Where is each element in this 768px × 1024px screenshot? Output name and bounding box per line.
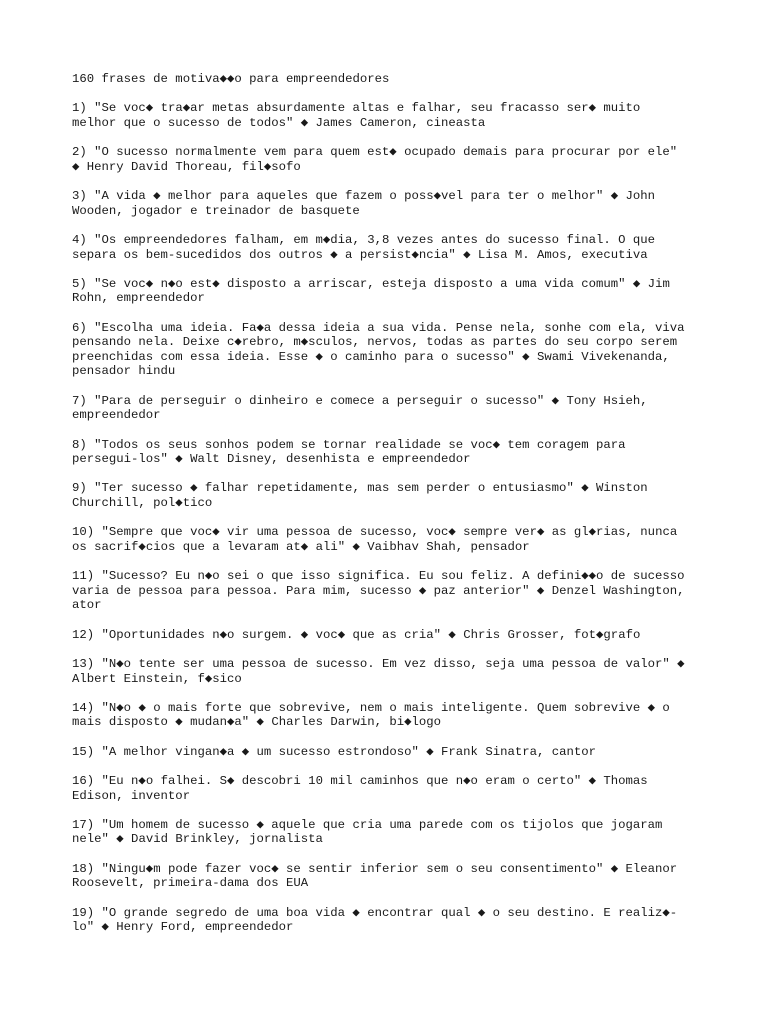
document-page: [72, 72, 712, 950]
quote-paragraph: [72, 481, 712, 510]
quote-paragraph: [72, 525, 712, 554]
quote-line: pensador hindu: [72, 364, 176, 379]
quote-line: 9) "Ter sucesso ◆ falhar repetidamente, mas sem perder o entusiasmo" ◆ Winston: [72, 481, 648, 496]
quote-line: lo" ◆ Henry Ford, empreendedor: [72, 920, 294, 935]
quote-line: 11) "Sucesso? Eu n◆o sei o que isso significa. Eu sou feliz. A defini◆◆o de sucesso: [72, 569, 685, 584]
quote-line: 13) "N◆o tente ser uma pessoa de sucesso. Em vez disso, seja uma pessoa de valor" ◆: [72, 656, 685, 671]
quote-line: 16) "Eu n◆o falhei. S◆ descobri 10 mil caminhos que n◆o eram o certo" ◆ Thomas: [72, 774, 648, 788]
quote-paragraph: [72, 701, 712, 730]
quote-line: 17) "Um homem de sucesso ◆ aquele que cria uma parede com os tijolos que jogaram: [72, 817, 663, 832]
quote-line: 3) "A vida ◆ melhor para aqueles que fazem o poss◆vel para ter o melhor" ◆ John: [72, 189, 656, 204]
quote-line: 7) "Para de perseguir o dinheiro e comece a perseguir o sucesso" ◆ Tony Hsieh,: [72, 393, 648, 408]
quote-line: Albert Einstein, f◆sico: [72, 671, 242, 686]
quote-line: ator: [72, 598, 102, 613]
quote-paragraph: [72, 438, 712, 467]
quote-paragraph: [72, 774, 712, 803]
quote-line: 12) "Oportunidades n◆o surgem. ◆ voc◆ que as cria" ◆ Chris Grosser, fot◆grafo: [72, 627, 641, 642]
quote-paragraph: [72, 906, 712, 935]
quote-line: os sacrif◆cios que a levaram at◆ ali" ◆ Vaibhav Shah, pensador: [72, 539, 530, 554]
quote-paragraph: [72, 101, 712, 130]
quote-line: empreendedor: [72, 408, 161, 423]
quote-line: 18) "Ningu◆m pode fazer voc◆ se sentir inferior sem o seu consentimento" ◆ Eleanor: [72, 861, 678, 876]
quote-line: Wooden, jogador e treinador de basquete: [72, 203, 360, 218]
quote-paragraph: [72, 233, 712, 262]
quote-paragraph: [72, 745, 712, 760]
quote-line: varia de pessoa para pessoa. Para mim, sucesso ◆ paz anterior" ◆ Denzel Washington,: [72, 583, 685, 598]
quote-paragraph: [72, 189, 712, 218]
quote-line: mais disposto ◆ mudan◆a" ◆ Charles Darwin, bi◆logo: [72, 715, 442, 730]
quote-line: Rohn, empreendedor: [72, 291, 205, 306]
quote-paragraph: [72, 628, 712, 643]
quote-line: melhor que o sucesso de todos" ◆ James Cameron, cineasta: [72, 115, 486, 130]
quote-line: 15) "A melhor vingan◆a ◆ um sucesso estrondoso" ◆ Frank Sinatra, cantor: [72, 744, 597, 759]
quote-line: 6) "Escolha uma ideia. Fa◆a dessa ideia a sua vida. Pense nela, sonhe com ela, viva: [72, 320, 685, 335]
quote-line: 14) "N◆o ◆ o mais forte que sobrevive, nem o mais inteligente. Quem sobrevive ◆ o: [72, 700, 670, 715]
quote-line: pensando nela. Deixe c◆rebro, m◆sculos, nervos, todas as partes do seu corpo serem: [72, 335, 678, 350]
quote-paragraph: [72, 862, 712, 891]
document-title: 160 frases de motiva◆◆o para empreendedores: [72, 72, 390, 86]
quote-line: Roosevelt, primeira-dama dos EUA: [72, 876, 309, 891]
quote-line: preenchidas com essa ideia. Esse ◆ o caminho para o sucesso" ◆ Swami Vivekenanda,: [72, 349, 670, 364]
quote-line: separa os bem-sucedidos dos outros ◆ a persist◆ncia" ◆ Lisa M. Amos, executiva: [72, 247, 648, 262]
quote-list: [72, 101, 712, 935]
quote-line: 5) "Se voc◆ n◆o est◆ disposto a arriscar, esteja disposto a uma vida comum" ◆ Jim: [72, 276, 670, 291]
quote-line: ◆ Henry David Thoreau, fil◆sofo: [72, 159, 301, 174]
quote-paragraph: [72, 321, 712, 379]
quote-line: Edison, inventor: [72, 788, 191, 803]
quote-paragraph: [72, 394, 712, 423]
quote-line: 1) "Se voc◆ tra◆ar metas absurdamente altas e falhar, seu fracasso ser◆ muito: [72, 101, 641, 116]
quote-line: 2) "O sucesso normalmente vem para quem est◆ ocupado demais para procurar por ele": [72, 145, 678, 160]
quote-paragraph: [72, 818, 712, 847]
quote-line: persegui-los" ◆ Walt Disney, desenhista e empreendedor: [72, 452, 471, 467]
quote-line: Churchill, pol◆tico: [72, 496, 213, 511]
quote-line: nele" ◆ David Brinkley, jornalista: [72, 832, 323, 847]
quote-line: 4) "Os empreendedores falham, em m◆dia, 3,8 vezes antes do sucesso final. O que: [72, 232, 655, 247]
quote-paragraph: [72, 145, 712, 174]
quote-line: 10) "Sempre que voc◆ vir uma pessoa de sucesso, voc◆ sempre ver◆ as gl◆rias, nunca: [72, 525, 678, 540]
quote-paragraph: [72, 657, 712, 686]
quote-paragraph: [72, 277, 712, 306]
quote-paragraph: [72, 569, 712, 613]
quote-line: 8) "Todos os seus sonhos podem se tornar realidade se voc◆ tem coragem para: [72, 437, 626, 452]
quote-line: 19) "O grande segredo de uma boa vida ◆ encontrar qual ◆ o seu destino. E realiz◆-: [72, 905, 678, 920]
